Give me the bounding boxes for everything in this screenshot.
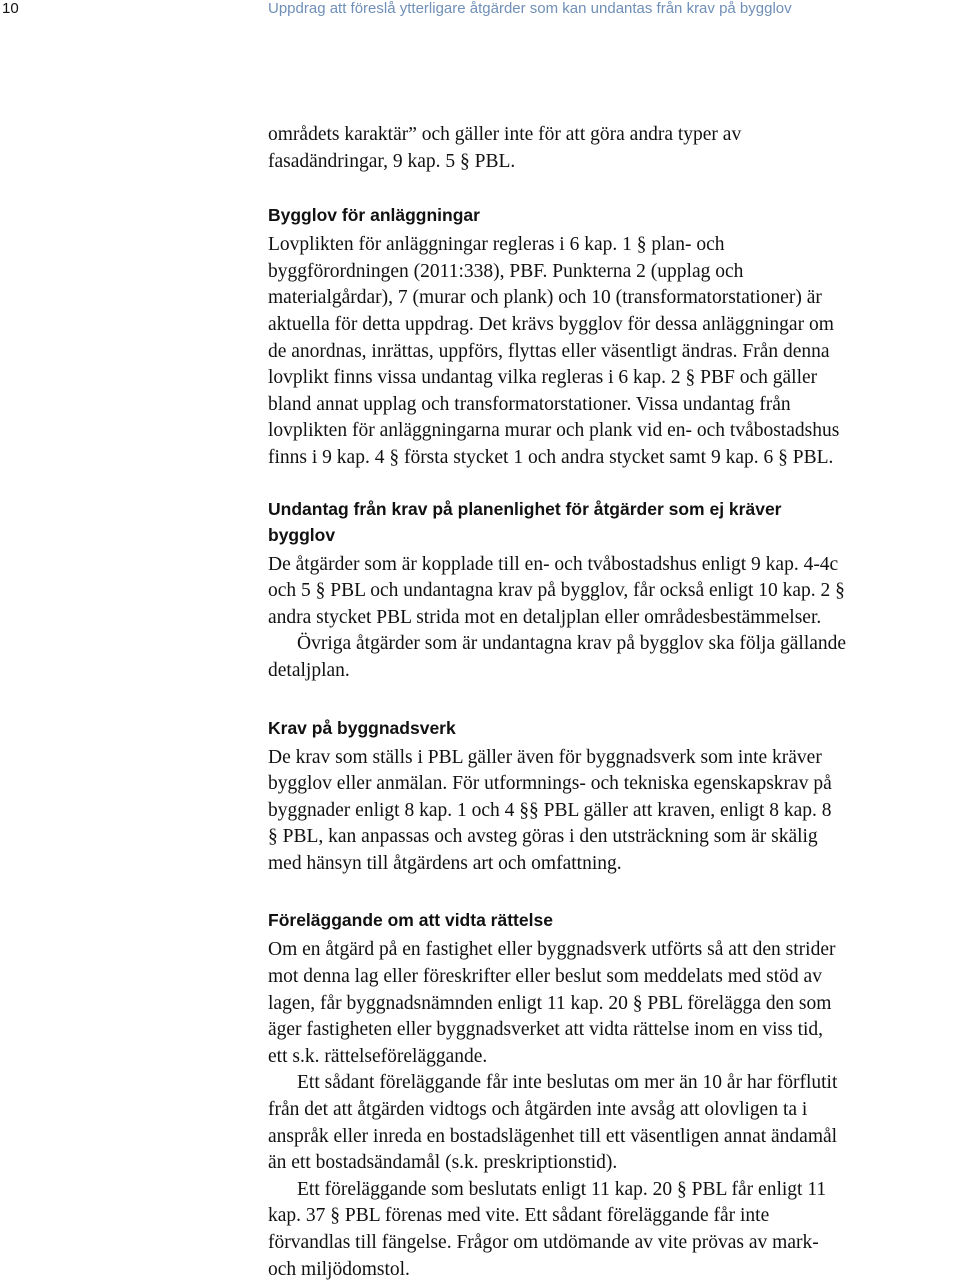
text-line: detaljplan. [268,659,350,681]
section-heading-forelaggande: Föreläggande om att vidta rättelse [268,910,553,931]
text-line: från det att åtgärden vidtogs och åtgärden inte avsåg att olovligen ta i [268,1099,808,1121]
text-line: fasadändringar, 9 kap. 5 § PBL. [268,150,516,172]
section-heading-undantag [268,496,958,548]
text-line: Ett sådant föreläggande får inte beslutas om mer än 10 år har förflutit [297,1072,838,1094]
text-line: De krav som ställs i PBL gäller även för byggnadsverk som inte kräver [268,746,822,768]
text-line: finns i 9 kap. 4 § första stycket 1 och andra stycket samt 9 kap. 6 § PBL. [268,446,834,468]
text-line: Om en åtgärd på en fastighet eller byggnadsverk utförts så att den strider [268,939,836,961]
text-line: byggförordningen (2011:338), PBF. Punkterna 2 (upplag och [268,260,744,282]
document-body [268,122,958,1283]
running-title: Uppdrag att föreslå ytterligare åtgärder som kan undantas från krav på bygglov [268,0,792,17]
text-line: byggnader enligt 8 kap. 1 och 4 §§ PBL gäller att kraven, enligt 8 kap. 8 [268,799,832,821]
text-line: anspråk eller inreda en bostadslägenhet till ett väsentligen annat ändamål [268,1125,838,1147]
text-line: bland annat upplag och transformatorstationer. Vissa undantag från [268,393,791,415]
text-line: och 5 § PBL och undantagna krav på bygglov, får också enligt 10 kap. 2 § [268,580,845,602]
text-line: än ett bostadsändamål (s.k. preskriptionstid). [268,1152,618,1174]
text-line: andra stycket PBL strida mot en detaljplan eller områdesbestämmelser. [268,606,822,628]
text-line: § PBL, kan anpassas och avsteg göras i den utsträckning som är skälig [268,826,818,848]
intro-paragraph [268,122,958,175]
undantag-paragraph-2 [268,631,958,684]
forelaggande-paragraph-2 [268,1070,958,1176]
anlaggningar-paragraph [268,232,958,471]
heading-line: bygglov [268,524,336,545]
text-line: Ett föreläggande som beslutats enligt 11 kap. 20 § PBL får enligt 11 [297,1178,827,1200]
text-line: äger fastigheten eller byggnadsverket att vidta rättelse inom en viss tid, [268,1019,824,1041]
text-line: Lovplikten för anläggningar regleras i 6 kap. 1 § plan- och [268,234,725,256]
text-line: materialgårdar), 7 (murar och plank) och 10 (transformatorstationer) är [268,287,822,309]
undantag-paragraph-1 [268,552,958,632]
text-line: ett s.k. rättelseföreläggande. [268,1045,488,1067]
text-line: lovplikten för anläggningarna murar och plank vid en- och tvåbostadshus [268,420,840,442]
text-line: lovplikt finns vissa undantag vilka regleras i 6 kap. 2 § PBF och gäller [268,367,818,389]
text-line: mot denna lag eller föreskrifter eller beslut som meddelats med stöd av [268,966,822,988]
text-line: lagen, får byggnadsnämnden enligt 11 kap. 20 § PBL förelägga den som [268,992,832,1014]
section-heading-anlaggningar: Bygglov för anläggningar [268,205,480,226]
text-line: områdets karaktär” och gäller inte för att göra andra typer av [268,124,742,145]
page-header [0,0,960,22]
heading-line: Undantag från krav på planenlighet för åtgärder som ej kräver [268,498,782,519]
text-line: de anordnas, inrättas, uppförs, flyttas eller väsentligt ändras. Från denna [268,340,830,362]
forelaggande-paragraph-3 [268,1177,958,1283]
text-line: De åtgärder som är kopplade till en- och tvåbostadshus enligt 9 kap. 4-4c [268,553,839,575]
text-line: bygglov eller anmälan. För utformnings- och tekniska egenskapskrav på [268,773,832,795]
page-number: 10 [2,0,19,17]
text-line: aktuella för detta uppdrag. Det krävs bygglov för dessa anläggningar om [268,313,834,335]
forelaggande-paragraph-1 [268,937,958,1070]
section-heading-krav: Krav på byggnadsverk [268,717,456,738]
text-line: förvandlas till fängelse. Frågor om utdömande av vite prövas av mark- [268,1232,819,1253]
text-line: Övriga åtgärder som är undantagna krav på bygglov ska följa gällande [297,633,847,655]
text-line: med hänsyn till åtgärdens art och omfattning. [268,852,622,874]
text-line: kap. 37 § PBL förenas med vite. Ett sådant föreläggande får inte [268,1205,770,1227]
text-line: och miljödomstol. [268,1258,410,1280]
krav-paragraph [268,745,958,878]
